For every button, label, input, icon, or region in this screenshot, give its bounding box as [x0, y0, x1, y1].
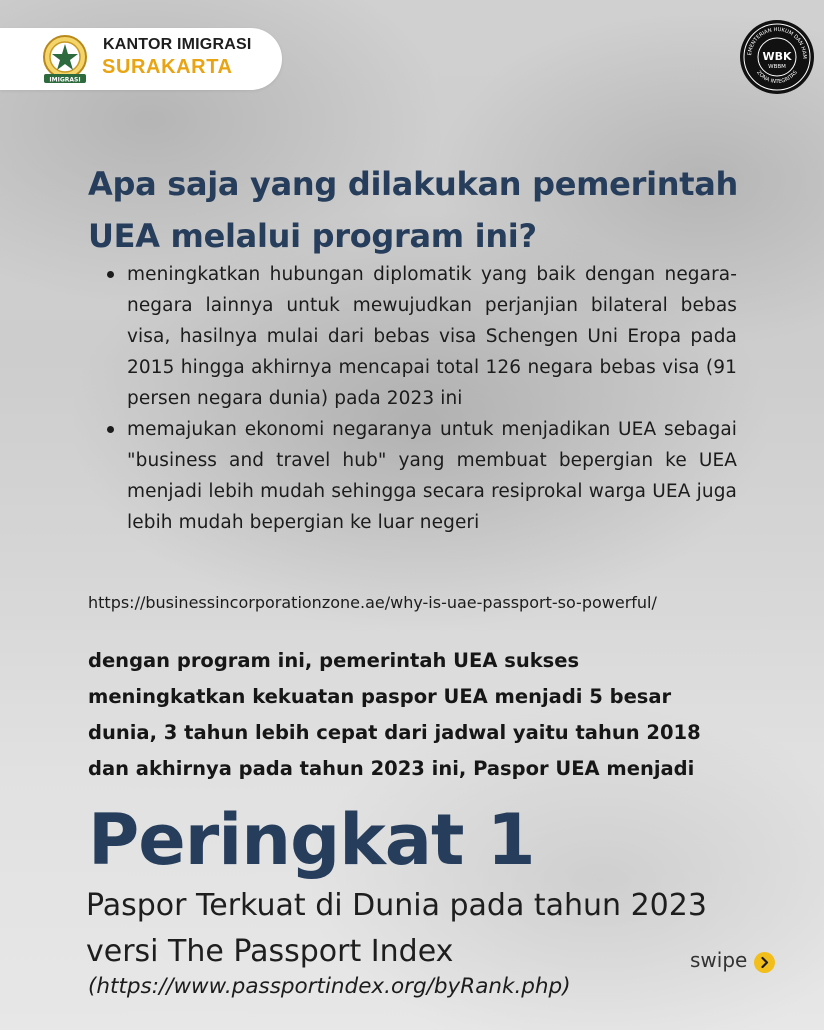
- list-item: [105, 259, 737, 414]
- bullet-list: [105, 259, 737, 538]
- source-link[interactable]: https://businessincorporationzone.ae/why-is-uae-passport-so-powerful/: [88, 593, 657, 612]
- page-heading: Apa saja yang dilakukan pemerintah UEA melalui program ini?: [88, 165, 738, 255]
- svg-text:IMIGRASI: IMIGRASI: [49, 76, 81, 84]
- summary-text: dengan program ini, pemerintah UEA sukses meningkatkan kekuatan paspor UEA menjadi 5 besar dunia, 3 tahun lebih cepat dari jadwal yaitu tahun 2018 dan akhirnya pada tahun 2023 ini, Paspor UEA menjadi: [88, 649, 701, 780]
- rank-title: Peringkat 1: [88, 799, 535, 881]
- badge-sub-text: WBBM: [768, 64, 786, 70]
- office-city: SURAKARTA: [102, 56, 233, 78]
- imigrasi-emblem-icon: [36, 32, 94, 86]
- badge-ring-bottom: ZONA INTEGRITAS: [755, 69, 799, 86]
- rank-source-link[interactable]: (https://www.passportindex.org/byRank.php): [88, 974, 571, 999]
- swipe-button[interactable]: [754, 952, 775, 973]
- rank-description: Paspor Terkuat di Dunia pada tahun 2023 versi The Passport Index: [86, 888, 707, 969]
- list-item-text: meningkatkan hubungan diplomatik yang baik dengan negara-negara lainnya untuk mewujudkan perjanjian bilateral bebas visa, hasilnya mulai dari bebas visa Schengen Uni Eropa pada 2015 hingga akhirnya mencapai total 126 negara bebas visa (91 persen negara dunia) pada 2023 ini: [127, 264, 737, 409]
- chevron-right-icon: [754, 952, 775, 973]
- list-item: [105, 414, 737, 538]
- bullet-dot: [107, 426, 114, 433]
- bullet-dot: [107, 271, 114, 278]
- office-name: KANTOR IMIGRASI: [103, 36, 252, 53]
- office-header: [0, 28, 282, 90]
- badge-center-text: WBK: [762, 50, 792, 63]
- wbk-zona-integritas-badge: [739, 19, 815, 95]
- list-item-text: memajukan ekonomi negaranya untuk menjadikan UEA sebagai "business and travel hub" yang membuat bepergian ke UEA menjadi lebih mudah sehingga secara resiprokal warga UEA juga lebih mudah bepergian ke luar negeri: [127, 419, 737, 533]
- swipe-label: swipe: [690, 948, 748, 972]
- badge-ring-top: EMENTERIAN HUKUM DAN HAM: [747, 26, 808, 59]
